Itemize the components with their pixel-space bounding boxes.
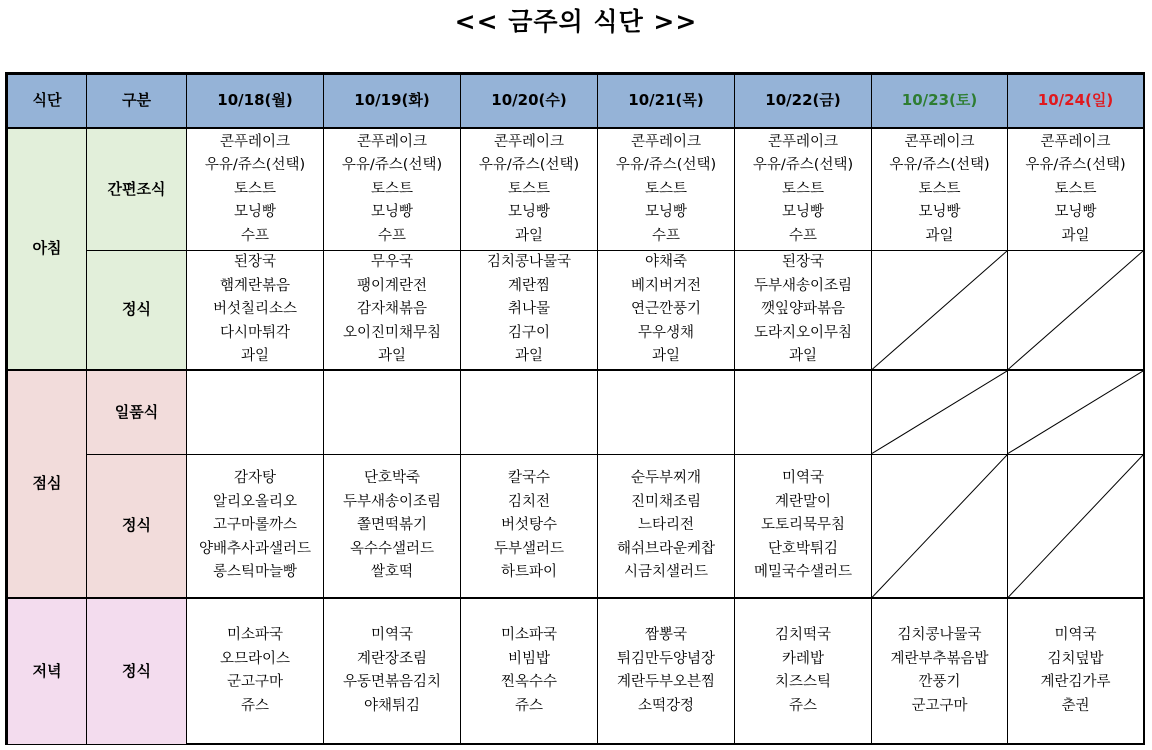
menu-item: 버섯탕수 — [500, 517, 558, 533]
menu-cell — [598, 598, 735, 744]
menu-item: 깐풍기 — [918, 674, 961, 691]
menu-item: 모닝빵 — [781, 204, 825, 220]
no-service-cell — [872, 454, 1008, 598]
menu-item: 무우생채 — [637, 324, 695, 341]
menu-row — [8, 598, 1144, 744]
header-day-sunday: 10/24(일) — [1008, 75, 1144, 129]
menu-item: 춘권 — [1061, 697, 1090, 714]
menu-cell — [324, 370, 461, 454]
menu-item: 옥수수샐러드 — [349, 540, 435, 557]
menu-item: 콘푸레이크 — [356, 133, 428, 150]
menu-item: 우유/쥬스(선택) — [204, 157, 306, 173]
meal-type-label: 간편조식 — [87, 128, 187, 250]
menu-item: 과일 — [377, 348, 406, 364]
menu-item: 해쉬브라운케찹 — [616, 540, 716, 557]
menu-item: 모닝빵 — [507, 204, 551, 220]
menu-item: 토스트 — [918, 180, 961, 197]
menu-item: 양배추사과샐러드 — [198, 540, 312, 557]
header-day: 10/19(화) — [324, 75, 461, 129]
no-service-cell — [1008, 370, 1144, 454]
menu-item: 단호박튀김 — [767, 540, 839, 557]
menu-cell — [872, 128, 1008, 250]
menu-cell — [1008, 598, 1144, 744]
menu-item: 계란김가루 — [1040, 674, 1111, 691]
menu-cell — [735, 250, 872, 370]
menu-item: 콘푸레이크 — [493, 133, 565, 150]
menu-item: 우유/쥬스(선택) — [615, 157, 717, 173]
header-meal: 식단 — [8, 75, 87, 129]
header-type: 구분 — [87, 75, 187, 129]
menu-item: 김치떡국 — [774, 627, 832, 644]
menu-item: 우유/쥬스(선택) — [478, 157, 580, 173]
menu-item: 과일 — [651, 348, 680, 364]
meal-label: 저녁 — [8, 598, 87, 744]
menu-cell — [1008, 128, 1144, 250]
menu-item: 수프 — [240, 227, 269, 244]
menu-item: 토스트 — [781, 180, 825, 197]
no-service-cell — [1008, 454, 1144, 598]
menu-item: 메밀국수샐러드 — [753, 564, 853, 580]
meal-label: 점심 — [8, 370, 87, 598]
menu-item: 야채튀김 — [363, 697, 421, 714]
menu-item: 과일 — [514, 227, 543, 244]
menu-item: 모닝빵 — [644, 204, 688, 220]
menu-cell — [598, 370, 735, 454]
menu-item: 콘푸레이크 — [904, 133, 975, 150]
menu-row — [8, 250, 1144, 370]
menu-cell — [324, 454, 461, 598]
menu-item: 모닝빵 — [918, 204, 961, 220]
menu-cell — [735, 598, 872, 744]
menu-item: 토스트 — [507, 180, 551, 197]
menu-item: 우유/쥬스(선택) — [341, 157, 443, 173]
menu-item: 베지버거전 — [630, 277, 702, 294]
menu-item: 쥬스 — [240, 697, 269, 714]
menu-item: 우유/쥬스(선택) — [752, 157, 854, 173]
menu-item: 과일 — [240, 348, 269, 364]
menu-item: 수프 — [377, 227, 406, 244]
menu-item: 수프 — [788, 227, 817, 244]
menu-item: 김치콩나물국 — [486, 254, 572, 270]
diagonal-strike — [1008, 251, 1143, 370]
menu-item: 토스트 — [370, 180, 414, 197]
menu-item: 콘푸레이크 — [1040, 133, 1111, 150]
menu-item: 짬뽕국 — [644, 627, 688, 644]
menu-item: 고구마롤까스 — [212, 517, 298, 533]
menu-cell — [598, 128, 735, 250]
menu-cell — [187, 598, 324, 744]
menu-item: 시금치샐러드 — [623, 564, 709, 580]
menu-item: 카레밥 — [781, 650, 825, 667]
menu-item: 토스트 — [644, 180, 688, 197]
menu-item: 콘푸레이크 — [630, 133, 702, 150]
menu-item: 미역국 — [370, 627, 414, 644]
menu-item: 군고구마 — [911, 697, 968, 714]
menu-item: 다시마튀각 — [219, 324, 291, 341]
menu-cell — [735, 454, 872, 598]
meal-type-label: 정식 — [87, 454, 187, 598]
menu-item: 단호박죽 — [363, 470, 421, 486]
menu-item: 취나물 — [507, 301, 551, 317]
menu-item: 팽이계란전 — [356, 277, 428, 294]
menu-item: 햄계란볶음 — [219, 277, 291, 294]
menu-item: 깻잎양파볶음 — [760, 301, 846, 317]
menu-item: 쫄면떡볶기 — [356, 517, 428, 533]
menu-item: 모닝빵 — [233, 204, 277, 220]
menu-item: 도토리묵무침 — [760, 517, 846, 533]
header-day: 10/18(월) — [187, 75, 324, 129]
meal-type-label: 일품식 — [87, 370, 187, 454]
menu-item: 군고구마 — [226, 674, 284, 691]
menu-item: 느타리전 — [637, 517, 695, 533]
menu-item: 모닝빵 — [1054, 204, 1097, 220]
menu-item: 쥬스 — [514, 697, 543, 714]
menu-item: 과일 — [514, 348, 543, 364]
menu-cell — [187, 128, 324, 250]
menu-item: 연근깐풍기 — [630, 301, 702, 317]
menu-cell — [598, 250, 735, 370]
menu-item: 하트파이 — [500, 564, 558, 580]
menu-row — [8, 128, 1144, 250]
menu-item: 오이진미채무침 — [342, 324, 442, 341]
header-day: 10/21(목) — [598, 75, 735, 129]
menu-item: 감자채볶음 — [356, 301, 428, 317]
diagonal-strike — [872, 455, 1007, 598]
menu-item: 콘푸레이크 — [219, 133, 291, 150]
menu-item: 토스트 — [233, 180, 277, 197]
menu-item: 계란찜 — [507, 277, 551, 294]
menu-cell — [187, 454, 324, 598]
no-service-cell — [872, 370, 1008, 454]
no-service-cell — [872, 250, 1008, 370]
menu-cell — [735, 128, 872, 250]
menu-item: 치즈스틱 — [774, 674, 832, 691]
menu-item: 과일 — [925, 227, 954, 244]
menu-item: 김구이 — [507, 324, 551, 341]
menu-item: 롱스틱마늘빵 — [212, 564, 298, 580]
menu-item: 두부샐러드 — [493, 540, 565, 557]
menu-item: 우유/쥬스(선택) — [1025, 157, 1126, 173]
menu-item: 김치덮밥 — [1047, 650, 1104, 667]
menu-item: 김치전 — [507, 493, 551, 510]
menu-item: 비빔밥 — [507, 650, 551, 667]
menu-item: 알리오올리오 — [212, 493, 298, 510]
menu-cell — [598, 454, 735, 598]
menu-item: 미소파국 — [226, 627, 284, 644]
menu-item: 두부새송이조림 — [753, 277, 853, 294]
menu-cell — [324, 128, 461, 250]
diagonal-strike — [872, 251, 1007, 370]
menu-item: 두부새송이조림 — [342, 493, 442, 510]
header-day: 10/22(금) — [735, 75, 872, 129]
menu-cell — [187, 370, 324, 454]
menu-item: 버섯칠리소스 — [212, 301, 298, 317]
menu-item: 수프 — [651, 227, 680, 244]
meal-type-label: 정식 — [87, 250, 187, 370]
header-row — [8, 75, 1144, 129]
menu-item: 콘푸레이크 — [767, 133, 839, 150]
menu-item: 진미채조림 — [630, 493, 702, 510]
menu-cell — [187, 250, 324, 370]
menu-item: 튀김만두양념장 — [616, 650, 716, 667]
menu-item: 토스트 — [1054, 180, 1097, 197]
menu-item: 과일 — [1061, 227, 1090, 244]
menu-item: 계란두부오븐찜 — [616, 674, 716, 691]
meal-type-label: 정식 — [87, 598, 187, 744]
no-service-cell — [1008, 250, 1144, 370]
menu-item: 김치콩나물국 — [897, 627, 982, 644]
menu-item: 순두부찌개 — [630, 470, 702, 486]
menu-item: 계란말이 — [774, 493, 832, 510]
menu-item: 쥬스 — [788, 697, 817, 714]
header-day: 10/20(수) — [461, 75, 598, 129]
menu-item: 된장국 — [781, 254, 825, 270]
diagonal-strike — [1008, 371, 1143, 454]
menu-cell — [324, 250, 461, 370]
menu-item: 오므라이스 — [219, 650, 291, 667]
menu-item: 야채죽 — [644, 254, 688, 270]
diagonal-strike — [872, 371, 1007, 454]
weekly-menu-table — [7, 74, 1144, 745]
menu-cell — [461, 598, 598, 744]
menu-item: 미역국 — [1054, 627, 1097, 644]
menu-item: 우동면볶음김치 — [342, 674, 442, 691]
menu-item: 미역국 — [781, 470, 825, 486]
menu-item: 된장국 — [233, 254, 277, 270]
meal-label: 아침 — [8, 128, 87, 370]
menu-item: 칼국수 — [507, 470, 551, 486]
menu-item: 도라지오이무침 — [753, 324, 853, 341]
menu-item: 감자탕 — [233, 470, 277, 486]
menu-item: 무우국 — [370, 254, 414, 270]
menu-row — [8, 370, 1144, 454]
menu-cell — [461, 370, 598, 454]
menu-item: 찐옥수수 — [500, 674, 558, 691]
menu-cell — [461, 454, 598, 598]
menu-cell — [461, 128, 598, 250]
menu-item: 우유/쥬스(선택) — [889, 157, 990, 173]
menu-cell — [872, 598, 1008, 744]
menu-item: 계란장조림 — [356, 650, 428, 667]
menu-item: 계란부추볶음밥 — [890, 650, 989, 667]
menu-item: 과일 — [788, 348, 817, 364]
menu-item: 소떡강정 — [637, 697, 695, 714]
diagonal-strike — [1008, 455, 1143, 598]
page-title: << 금주의 식단 >> — [454, 7, 698, 36]
header-day-saturday: 10/23(토) — [872, 75, 1008, 129]
menu-item: 쌀호떡 — [370, 564, 414, 580]
menu-cell — [735, 370, 872, 454]
menu-row — [8, 454, 1144, 598]
menu-item: 미소파국 — [500, 627, 558, 644]
menu-cell — [324, 598, 461, 744]
menu-item: 모닝빵 — [370, 204, 414, 220]
menu-cell — [461, 250, 598, 370]
